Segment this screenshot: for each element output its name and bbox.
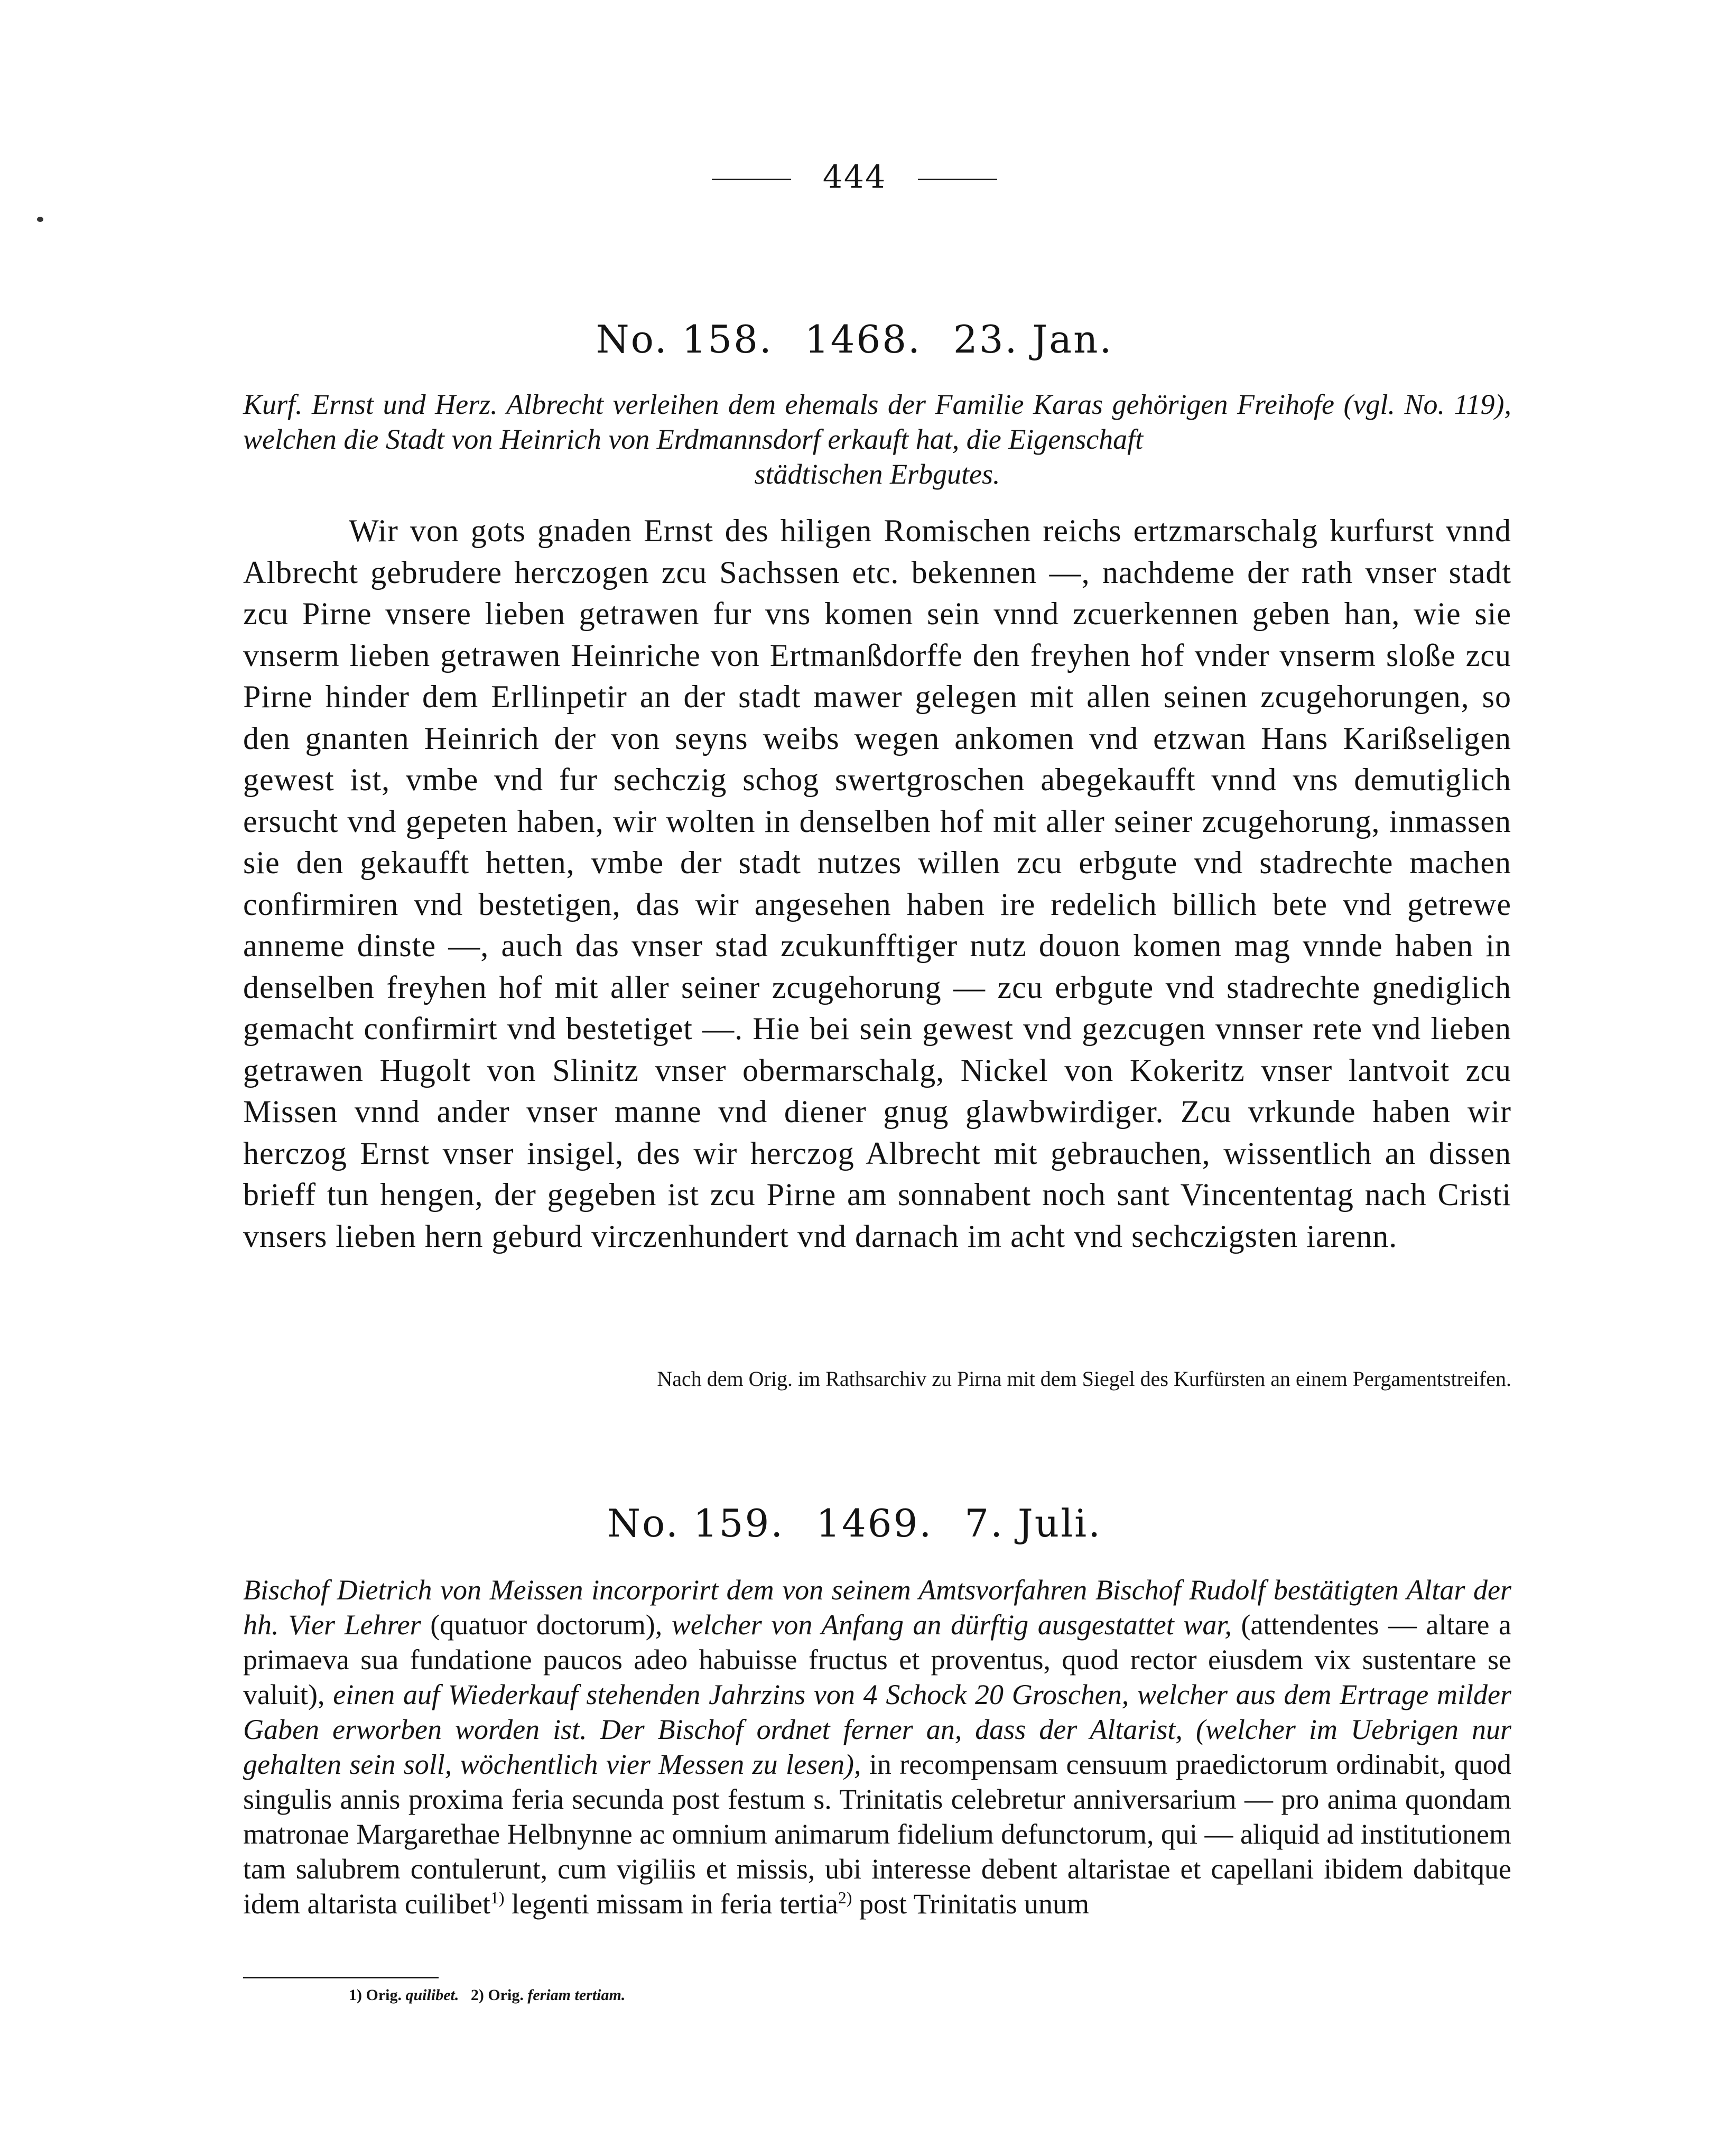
doc159-latin-5: post Trinitatis unum [852, 1888, 1090, 1920]
doc159-latin-3: in recompensam censuum praedictorum ordinabit, quod singulis annis proxima feria secunda post festum s. Trinitatis celebretur anniversarium — pro anima quondam matronae Margarethae Helbnynne ac omnium animarum fidelium defunctorum, qui — aliquid ad institutionem tam salubrem contulerunt, cum vigiliis et missis, ubi interesse debent altaristae et capellani ibidem dabitque idem altarista cuilibet [243, 1748, 1512, 1920]
page-number-value: 444 [822, 159, 887, 196]
doc158-regest-line-1: Kurf. Ernst und Herz. Albrecht verleihen dem ehemals der Familie Karas gehörigen Freihofe [243, 388, 1334, 420]
doc159-regest-3: einen auf Wiederkauf stehenden Jahrzins von 4 Schock 20 Groschen, welcher aus dem Ertrage milder Gaben erworben worden ist. Der Bischof ordnet ferner an, dass der Altarist, (welcher im Uebrigen nur gehalten sein soll, wöchentlich vier Messen zu lesen), [243, 1679, 1511, 1780]
doc159-year: 1469. [816, 1501, 933, 1546]
doc159-heading [0, 1501, 1709, 1546]
doc158-regest [243, 387, 1511, 492]
scan-speck [37, 217, 43, 222]
doc158-body [243, 510, 1511, 1257]
doc158-body-paragraph: Wir von gots gnaden Ernst des hiligen Romischen reichs ertzmarschalg kurfurst vnnd Albrecht gebrudere herczogen zcu Sachssen etc. bekennen —, nachdeme der rath vnser stadt zcu Pirne vnsere lieben getrawen fur vns komen sein vnnd zcuerkennen geben han, wie sie vnserm lieben getrawen Heinriche von Ertmanßdorffe den freyhen hof vnder vnserm sloße zcu Pirne hinder dem Erllinpetir an der stadt mawer gelegen mit allen seinen zcugehorungen, so den gnanten Heinrich der von seyns weibs wegen ankomen vnd etzwan Hans Karißseligen gewest ist, vmbe vnd fur sechczig schog swertgroschen abegekaufft vnnd vns demutiglich ersucht vnd gepeten haben, wir wolten in denselben hof mit aller seiner zcugehorung, inmassen sie den gekaufft hetten, vmbe der stadt nutzes willen zcu erbgute vnd stadrechte machen confirmiren vnd bestetigen, das wir angesehen haben ire redelich billich bete vnd getrewe anneme dinste —, auch das vnser stad zcukunfftiger nutz douon komen mag vnnde haben in denselben freyhen hof mit aller seiner zcugehorung — zcu erbgute vnd stadrechte gnediglich gemacht confirmirt vnd bestetiget —. Hie bei sein gewest vnd gezcugen vnnser rete vnd lieben getrawen Hugolt von Slinitz vnser obermarschalg, Nickel von Kokeritz vnser lantvoit zcu Missen vnnd ander vnser manne vnd diener gnug glawbwirdiger. Zcu vrkunde haben wir herczog Ernst vnser insigel, des wir herczog Albrecht mit gebrauchen, wissentlich an dissen brieff tun hengen, der gegeben ist zcu Pirne am sonnabent noch sant Vincententag nach Cristi vnsers lieben hern geburd virczenhundert vnd darnach im acht vnd sechczigsten iarenn. [243, 513, 1511, 1254]
page-number-dash-right [918, 179, 997, 180]
footnote-1-number: 1) [349, 1986, 362, 2004]
doc159-number: No. 159. [607, 1501, 785, 1546]
doc158-source-note: Nach dem Orig. im Rathsarchiv zu Pirna mit dem Siegel des Kurfürsten an einem Pergamentstreifen. [657, 1367, 1511, 1391]
doc159-latin-2: (attendentes — altare a primaeva sua fundatione paucos adeo habuisse fructus et proventus, quod rector eiusdem vix sustentare se valuit), [243, 1609, 1511, 1710]
doc158-year: 1468. [804, 317, 922, 362]
doc158-regest-line-2: (vgl. No. 119), welchen die Stadt von Heinrich von Erdmannsdorf erkauft hat, die Eigenschaft [243, 388, 1512, 455]
doc159-date: 7. Juli. [964, 1501, 1102, 1546]
footnote-marker-1: 1) [490, 1888, 505, 1907]
footnotes [349, 1986, 625, 2004]
doc159-text [243, 1572, 1511, 1921]
footnote-2-number: 2) [470, 1986, 484, 2004]
doc158-heading [0, 317, 1709, 362]
doc159-regest-2: welcher von Anfang an dürftig ausgestattet war, [671, 1609, 1232, 1641]
footnote-1-prefix: Orig. [366, 1986, 402, 2004]
doc159-latin-1: (quatuor doctorum), [421, 1609, 672, 1641]
doc159-latin-4: legenti missam in feria tertia [504, 1888, 838, 1920]
footnote-2-word: feriam tertiam. [527, 1986, 626, 2004]
doc158-date: 23. Jan. [953, 317, 1113, 362]
footnote-marker-2: 2) [838, 1888, 852, 1907]
page-number [0, 159, 1709, 196]
footnote-1-word: quilibet. [405, 1986, 459, 2004]
footnote-rule [243, 1977, 439, 1978]
page-number-dash-left [712, 179, 791, 180]
doc159-regest-1: Bischof Dietrich von Meissen incorporirt dem von seinem Amtsvorfahren Bischof Rudolf bestätigten Altar der hh. Vier Lehrer [243, 1574, 1511, 1641]
footnote-2-prefix: Orig. [488, 1986, 524, 2004]
doc158-regest-line-3: städtischen Erbgutes. [754, 458, 1000, 490]
doc158-number: No. 158. [596, 317, 773, 362]
